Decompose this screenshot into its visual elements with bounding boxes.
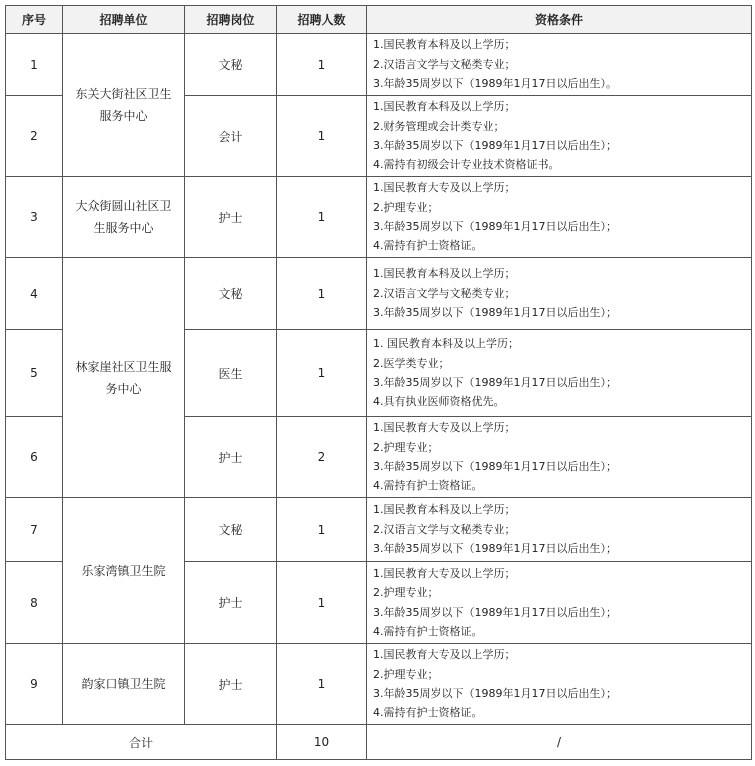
table-row: [6, 644, 752, 725]
unit-name: 大众街圆山社区卫生服务中心: [63, 177, 185, 258]
post-name: 护士: [185, 562, 277, 644]
row-number: 9: [6, 644, 63, 725]
row-number: 4: [6, 258, 63, 330]
requirement-line: 1.国民教育大专及以上学历；: [373, 566, 516, 580]
requirement-line: 4.需持有护士资格证。: [373, 239, 483, 253]
post-count: 1: [277, 96, 367, 177]
total-count: 10: [277, 725, 367, 760]
header-row: [6, 6, 752, 34]
requirement-line: 2.财务管理或会计类专业；: [373, 119, 505, 133]
requirements: [367, 562, 752, 644]
row-number: 7: [6, 498, 63, 562]
total-requirements: /: [367, 725, 752, 760]
requirement-line: 3.年龄35周岁以下（1989年1月17日以后出生）；: [373, 460, 617, 473]
header-unit: 招聘单位: [63, 6, 185, 34]
row-number: 1: [6, 34, 63, 96]
row-number: 8: [6, 562, 63, 644]
requirement-line: 1.国民教育大专及以上学历；: [373, 648, 516, 662]
requirement-line: 1.国民教育大专及以上学历；: [373, 421, 516, 435]
row-number: 6: [6, 417, 63, 498]
requirements: [367, 177, 752, 258]
requirement-line: 1.国民教育本科及以上学历；: [373, 503, 516, 517]
requirements: [367, 417, 752, 498]
requirement-line: 2.汉语言文学与文秘类专业；: [373, 522, 516, 536]
unit-name: 乐家湾镇卫生院: [63, 498, 185, 644]
requirement-line: 1.国民教育本科及以上学历；: [373, 100, 516, 114]
post-name: 文秘: [185, 34, 277, 96]
post-count: 2: [277, 417, 367, 498]
post-name: 会计: [185, 96, 277, 177]
recruitment-table: [5, 5, 752, 760]
requirements: [367, 498, 752, 562]
requirement-line: 4.需持有护士资格证。: [373, 706, 483, 720]
requirements: [367, 330, 752, 417]
total-label: 合计: [6, 725, 277, 760]
requirement-line: 3.年龄35周岁以下（1989年1月17日以后出生）；: [373, 542, 617, 556]
requirement-line: 3.年龄35周岁以下（1989年1月17日以后出生）；: [373, 605, 617, 619]
row-number: 5: [6, 330, 63, 417]
unit-name: 韵家口镇卫生院: [63, 644, 185, 725]
header-post: 招聘岗位: [185, 6, 277, 34]
unit-name: 林家崖社区卫生服务中心: [63, 258, 185, 498]
table-row: [6, 34, 752, 96]
post-count: 1: [277, 498, 367, 562]
header-no: 序号: [6, 6, 63, 34]
requirement-line: 4.需持有护士资格证。: [373, 624, 483, 638]
post-count: 1: [277, 34, 367, 96]
header-requirements: 资格条件: [367, 6, 752, 34]
header-count: 招聘人数: [277, 6, 367, 34]
requirements: [367, 34, 752, 96]
requirement-line: 3.年龄35周岁以下（1989年1月17日以后出生）；: [373, 376, 617, 389]
requirement-line: 2.汉语言文学与文秘类专业；: [373, 57, 516, 71]
requirement-line: 1. 国民教育本科及以上学历；: [373, 337, 519, 351]
post-count: 1: [277, 258, 367, 330]
post-count: 1: [277, 177, 367, 258]
requirement-line: 4.具有执业医师资格优先。: [373, 395, 505, 409]
post-name: 文秘: [185, 258, 277, 330]
requirement-line: 1.国民教育本科及以上学历；: [373, 38, 516, 52]
table-row: [6, 177, 752, 258]
requirement-line: 2.护理专业；: [373, 667, 439, 681]
row-number: 2: [6, 96, 63, 177]
post-count: 1: [277, 644, 367, 725]
requirement-line: 2.汉语言文学与文秘类专业；: [373, 286, 516, 300]
requirement-line: 3.年龄35周岁以下（1989年1月17日以后出生）；: [373, 139, 617, 152]
post-name: 文秘: [185, 498, 277, 562]
requirement-line: 1.国民教育大专及以上学历；: [373, 181, 516, 195]
row-number: 3: [6, 177, 63, 258]
requirement-line: 2.护理专业；: [373, 440, 439, 454]
requirement-line: 2.护理专业；: [373, 586, 439, 600]
requirements: [367, 258, 752, 330]
post-name: 医生: [185, 330, 277, 417]
table-row: [6, 498, 752, 562]
requirement-line: 3.年龄35周岁以下（1989年1月17日以后出生）；: [373, 220, 617, 233]
requirement-line: 3.年龄35周岁以下（1989年1月17日以后出生）；: [373, 306, 617, 320]
post-name: 护士: [185, 644, 277, 725]
table-row: [6, 258, 752, 330]
requirement-line: 4.需持有护士资格证。: [373, 479, 483, 493]
requirement-line: 2.医学类专业；: [373, 356, 450, 370]
requirement-line: 3.年龄35周岁以下（1989年1月17日以后出生）。: [373, 77, 617, 91]
post-name: 护士: [185, 177, 277, 258]
requirement-line: 3.年龄35周岁以下（1989年1月17日以后出生）；: [373, 687, 617, 700]
unit-name: 东关大街社区卫生服务中心: [63, 34, 185, 177]
requirement-line: 2.护理专业；: [373, 200, 439, 214]
post-count: 1: [277, 330, 367, 417]
total-row: [6, 725, 752, 760]
post-count: 1: [277, 562, 367, 644]
requirement-line: 4.需持有初级会计专业技术资格证书。: [373, 158, 560, 172]
requirements: [367, 644, 752, 725]
post-name: 护士: [185, 417, 277, 498]
requirements: [367, 96, 752, 177]
requirement-line: 1.国民教育本科及以上学历；: [373, 267, 516, 281]
